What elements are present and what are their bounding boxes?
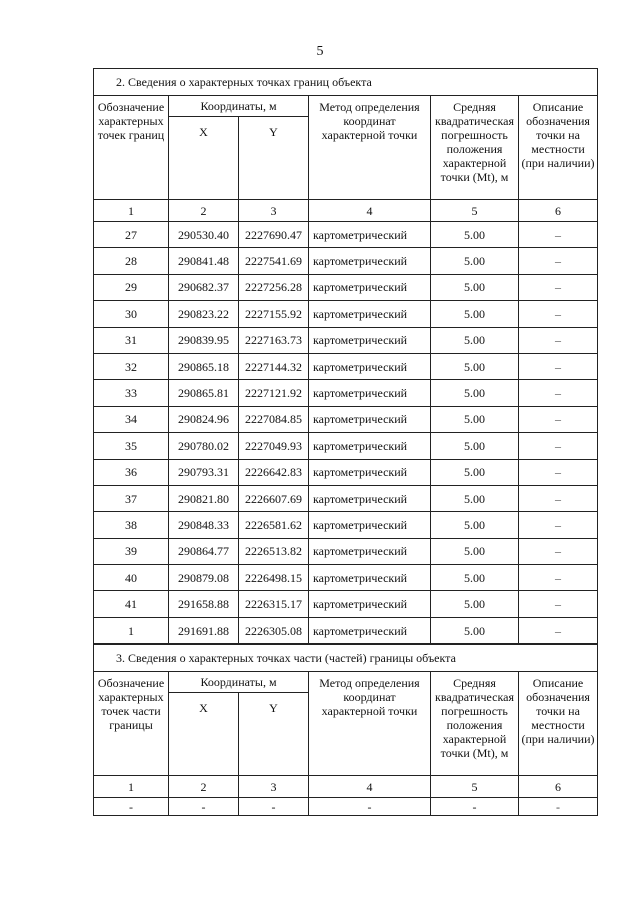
table-row	[94, 591, 598, 617]
method: картометрический	[309, 459, 431, 485]
accuracy: 5.00	[431, 538, 519, 564]
table-row	[94, 353, 598, 379]
accuracy: 5.00	[431, 485, 519, 511]
table-row	[94, 433, 598, 459]
accuracy: 5.00	[431, 353, 519, 379]
coord-y: 2227049.93	[239, 433, 309, 459]
point-number: 33	[94, 380, 169, 406]
accuracy: 5.00	[431, 301, 519, 327]
description: –	[519, 538, 598, 564]
method: картометрический	[309, 301, 431, 327]
coord-y: 2226581.62	[239, 512, 309, 538]
method: картометрический	[309, 617, 431, 643]
coord-y: 2227084.85	[239, 406, 309, 432]
page-number: 5	[316, 44, 324, 59]
description: –	[519, 617, 598, 643]
point-number: 41	[94, 591, 169, 617]
method: картометрический	[309, 512, 431, 538]
coord-x: 291691.88	[169, 617, 239, 643]
table-row	[94, 485, 598, 511]
table-row	[94, 512, 598, 538]
header-x: X	[169, 117, 239, 200]
point-number: 1	[94, 617, 169, 643]
table-row	[94, 617, 598, 643]
coord-y: 2227163.73	[239, 327, 309, 353]
table-row	[94, 538, 598, 564]
coord-x: 290879.08	[169, 565, 239, 591]
table-row	[94, 380, 598, 406]
table-row	[94, 798, 598, 816]
method: картометрический	[309, 485, 431, 511]
accuracy: 5.00	[431, 274, 519, 300]
method: картометрический	[309, 222, 431, 248]
table-row	[94, 301, 598, 327]
point-number: 34	[94, 406, 169, 432]
boundary-points-table	[93, 68, 598, 644]
description: -	[519, 798, 598, 816]
description: –	[519, 565, 598, 591]
description: –	[519, 406, 598, 432]
section-title: 3. Сведения о характерных точках части (частей) границы объекта	[94, 645, 598, 672]
method: картометрический	[309, 274, 431, 300]
table-row	[94, 459, 598, 485]
point-number: 29	[94, 274, 169, 300]
accuracy: 5.00	[431, 248, 519, 274]
coord-y: 2226607.69	[239, 485, 309, 511]
column-number: 3	[239, 200, 309, 222]
method: картометрический	[309, 406, 431, 432]
method: картометрический	[309, 433, 431, 459]
coord-x: 290848.33	[169, 512, 239, 538]
point-number: 27	[94, 222, 169, 248]
column-number: 6	[519, 200, 598, 222]
accuracy: -	[431, 798, 519, 816]
header-y: Y	[239, 693, 309, 776]
point-number: 28	[94, 248, 169, 274]
description: –	[519, 274, 598, 300]
table-row	[94, 327, 598, 353]
method: картометрический	[309, 327, 431, 353]
coord-x: 290780.02	[169, 433, 239, 459]
table-row	[94, 565, 598, 591]
method: картометрический	[309, 538, 431, 564]
coord-x: -	[169, 798, 239, 816]
coord-y: 2226498.15	[239, 565, 309, 591]
coord-x: 291658.88	[169, 591, 239, 617]
header-method: Метод определения координат характерной точки	[309, 96, 431, 200]
point-number: 32	[94, 353, 169, 379]
accuracy: 5.00	[431, 222, 519, 248]
accuracy: 5.00	[431, 433, 519, 459]
coord-y: 2226642.83	[239, 459, 309, 485]
header-coordinates: Координаты, м	[169, 672, 309, 693]
column-number: 4	[309, 776, 431, 798]
accuracy: 5.00	[431, 512, 519, 538]
header-designation: Обозначение характерных точек границ	[94, 96, 169, 200]
description: –	[519, 327, 598, 353]
method: картометрический	[309, 565, 431, 591]
accuracy: 5.00	[431, 591, 519, 617]
column-number: 5	[431, 200, 519, 222]
column-number: 4	[309, 200, 431, 222]
coord-x: 290841.48	[169, 248, 239, 274]
column-number: 6	[519, 776, 598, 798]
description: –	[519, 433, 598, 459]
coord-y: 2226315.17	[239, 591, 309, 617]
coord-y: 2226513.82	[239, 538, 309, 564]
header-description: Описание обозначения точки на местности (при наличии)	[519, 672, 598, 776]
column-number: 1	[94, 200, 169, 222]
coord-x: 290793.31	[169, 459, 239, 485]
accuracy: 5.00	[431, 459, 519, 485]
column-number: 1	[94, 776, 169, 798]
description: –	[519, 485, 598, 511]
point-number: 31	[94, 327, 169, 353]
description: –	[519, 353, 598, 379]
coord-x: 290839.95	[169, 327, 239, 353]
accuracy: 5.00	[431, 406, 519, 432]
table-row	[94, 222, 598, 248]
method: картометрический	[309, 353, 431, 379]
description: –	[519, 459, 598, 485]
method: картометрический	[309, 380, 431, 406]
header-designation: Обозначение характерных точек части границы	[94, 672, 169, 776]
coord-y: 2227155.92	[239, 301, 309, 327]
header-accuracy: Средняя квадратическая погрешность положения характерной точки (Mt), м	[431, 672, 519, 776]
point-number: 36	[94, 459, 169, 485]
coord-y: 2227541.69	[239, 248, 309, 274]
description: –	[519, 591, 598, 617]
header-coordinates: Координаты, м	[169, 96, 309, 117]
coord-y: 2226305.08	[239, 617, 309, 643]
point-number: 40	[94, 565, 169, 591]
table-row	[94, 274, 598, 300]
coord-y: 2227690.47	[239, 222, 309, 248]
header-x: X	[169, 693, 239, 776]
coord-x: 290682.37	[169, 274, 239, 300]
method: картометрический	[309, 248, 431, 274]
coord-x: 290823.22	[169, 301, 239, 327]
point-number: -	[94, 798, 169, 816]
header-description: Описание обозначения точки на местности (при наличии)	[519, 96, 598, 200]
description: –	[519, 512, 598, 538]
accuracy: 5.00	[431, 617, 519, 643]
part-boundary-points-table	[93, 644, 598, 816]
header-y: Y	[239, 117, 309, 200]
description: –	[519, 222, 598, 248]
coord-x: 290864.77	[169, 538, 239, 564]
point-number: 30	[94, 301, 169, 327]
coord-x: 290530.40	[169, 222, 239, 248]
accuracy: 5.00	[431, 380, 519, 406]
method: картометрический	[309, 591, 431, 617]
description: –	[519, 248, 598, 274]
column-number: 3	[239, 776, 309, 798]
point-number: 39	[94, 538, 169, 564]
coord-y: 2227256.28	[239, 274, 309, 300]
table-row	[94, 248, 598, 274]
coord-x: 290821.80	[169, 485, 239, 511]
column-number: 5	[431, 776, 519, 798]
header-accuracy: Средняя квадратическая погрешность положения характерной точки (Mt), м	[431, 96, 519, 200]
point-number: 37	[94, 485, 169, 511]
table-row	[94, 406, 598, 432]
point-number: 38	[94, 512, 169, 538]
coord-y: 2227121.92	[239, 380, 309, 406]
coord-x: 290865.81	[169, 380, 239, 406]
method: -	[309, 798, 431, 816]
column-number: 2	[169, 200, 239, 222]
coord-x: 290824.96	[169, 406, 239, 432]
section-title: 2. Сведения о характерных точках границ объекта	[94, 69, 598, 96]
column-number: 2	[169, 776, 239, 798]
coord-y: -	[239, 798, 309, 816]
point-number: 35	[94, 433, 169, 459]
description: –	[519, 380, 598, 406]
coord-y: 2227144.32	[239, 353, 309, 379]
header-method: Метод определения координат характерной точки	[309, 672, 431, 776]
accuracy: 5.00	[431, 565, 519, 591]
coord-x: 290865.18	[169, 353, 239, 379]
accuracy: 5.00	[431, 327, 519, 353]
description: –	[519, 301, 598, 327]
